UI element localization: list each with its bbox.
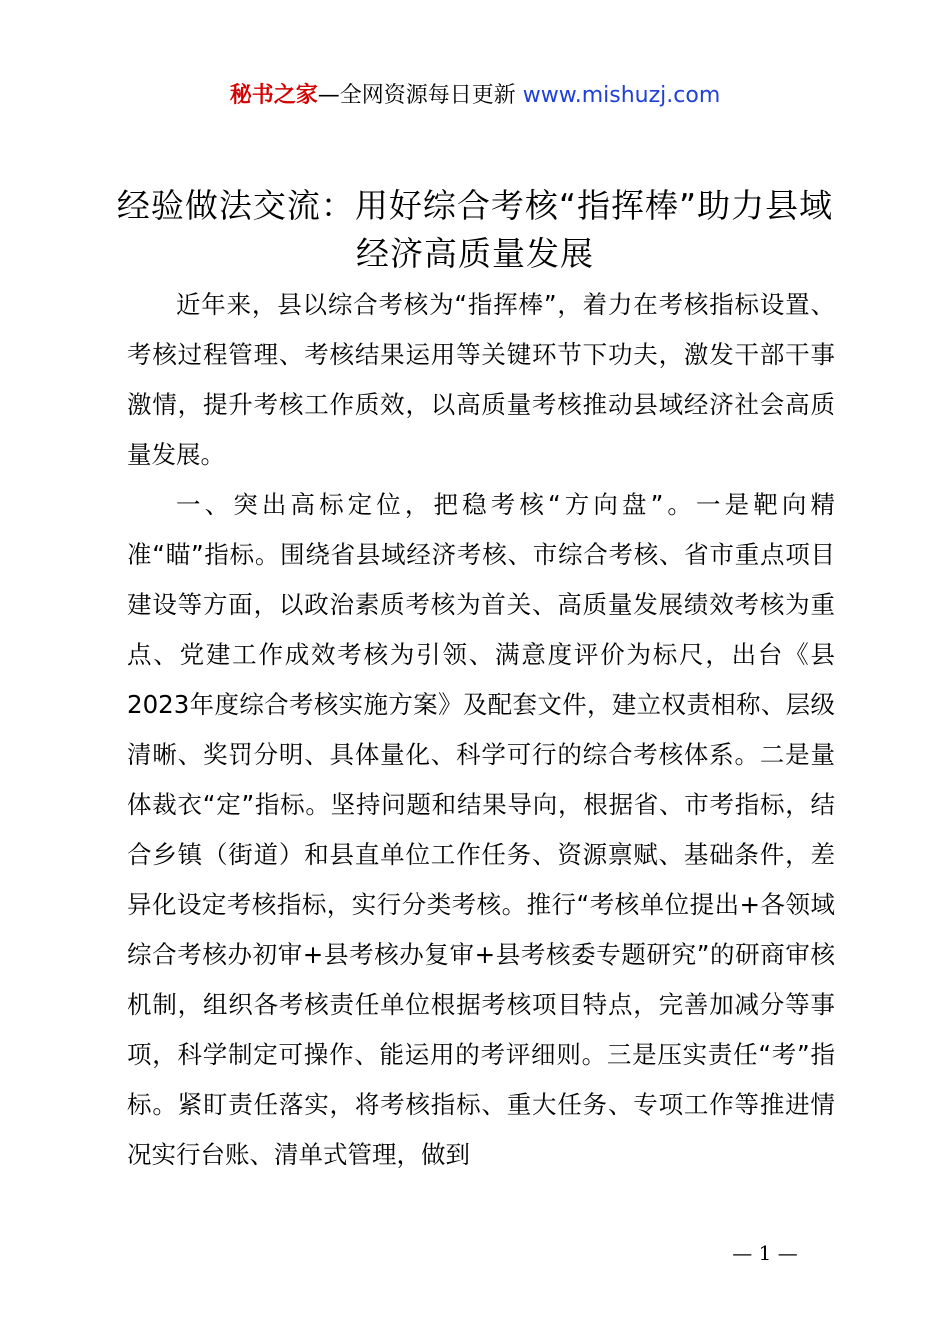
site-header: [0, 80, 950, 112]
site-slogan: —全网资源每日更新: [317, 83, 516, 108]
site-url[interactable]: www.mishuzj.com: [522, 83, 721, 108]
document-title: 经验做法交流：用好综合考核“指挥棒”助力县域经济高质量发展: [116, 186, 834, 273]
page-number: — 1 —: [732, 1241, 798, 1265]
paragraph-section-one: 一、突出高标定位，把稳考核“方向盘”。一是靶向精准“瞄”指标。围绕省县域经济考核、市综合考核、省市重点项目建设等方面，以政治素质考核为首关、高质量发展绩效考核为重点、党建工作成效考核为引领、满意度评价为标尺，出台《县2023年度综合考核实施方案》及配套文件，建立权责相称、层级清晰、奖罚分明、具体量化、科学可行的综合考核体系。二是量体裁衣“定”指标。坚持问题和结果导向，根据省、市考指标，结合乡镇（街道）和县直单位工作任务、资源禀赋、基础条件，差异化设定考核指标，实行分类考核。推行“考核单位提出+各领域综合考核办初审+县考核办复审+县考核委专题研究”的研商审核机制，组织各考核责任单位根据考核项目特点，完善加减分等事项，科学制定可操作、能运用的考评细则。三是压实责任“考”指标。紧盯责任落实，将考核指标、重大任务、专项工作等推进情况实行台账、清单式管理，做到: [127, 490, 835, 1169]
paragraph-intro: 近年来，县以综合考核为“指挥棒”，着力在考核指标设置、考核过程管理、考核结果运用等关键环节下功夫，激发干部干事激情，提升考核工作质效，以高质量考核推动县域经济社会高质量发展。: [127, 290, 835, 469]
document-body: [127, 280, 835, 1180]
site-brand: 秘书之家: [229, 83, 318, 108]
